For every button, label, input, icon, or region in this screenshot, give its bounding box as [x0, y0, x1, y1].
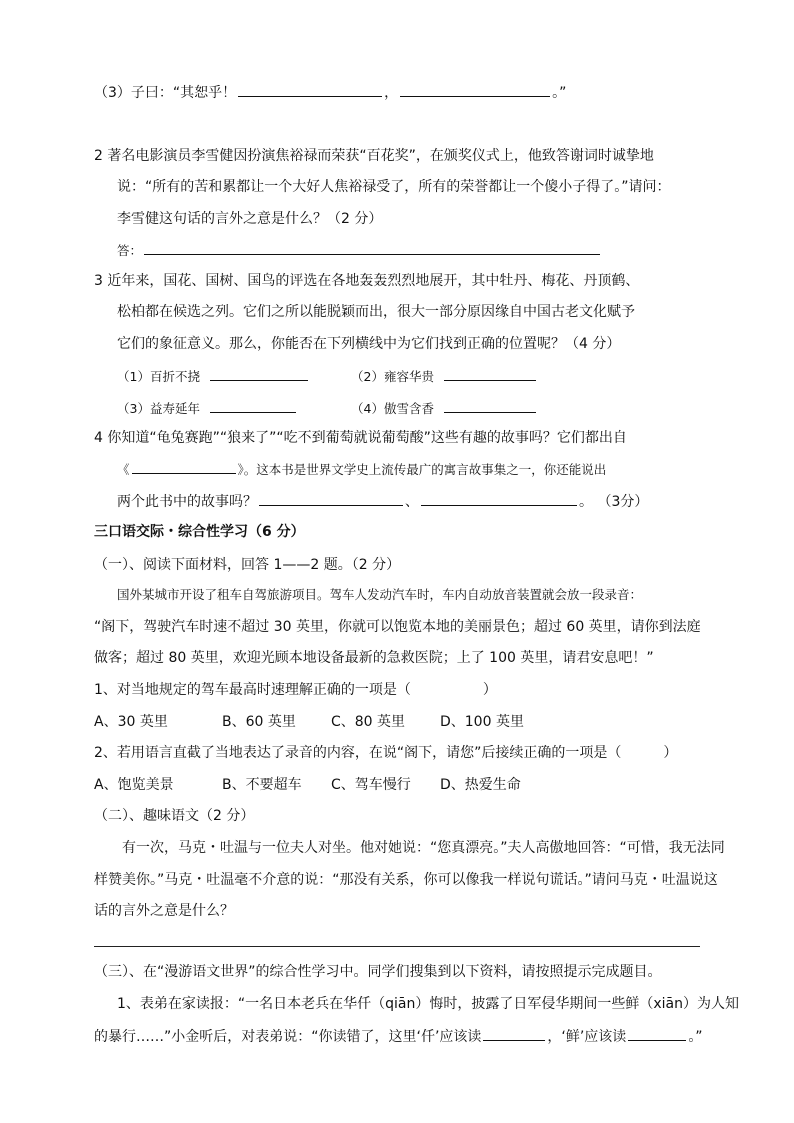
- story-text: 话的言外之意是什么？: [94, 903, 234, 919]
- answer-blank[interactable]: [400, 82, 550, 97]
- answer-blank[interactable]: [483, 1026, 545, 1041]
- option-label: （1）百折不挠: [117, 369, 200, 384]
- material-text: “阁下，驾驶汽车时速不超过 30 英里，你就可以饱览本地的美丽景色；超过 60 英里，请你到法庭: [94, 619, 701, 635]
- answer-blank[interactable]: [628, 1026, 686, 1041]
- story-text: 有一次，马克・吐温与一位夫人对坐。他对她说：“您真漂亮。”夫人高傲地回答：“可惜，我无法同: [122, 840, 725, 856]
- option-item: A、饱览美景: [94, 777, 174, 793]
- option-item: A、30 英里: [94, 714, 168, 730]
- question-line: 1、表弟在家读报：“一名日本老兵在华仟（qiān）悔时，披露了日军侵华期间一些鲜（xiān）为人知: [117, 996, 740, 1012]
- question-line: 李雪健这句话的言外之意是什么？（2 分）: [117, 211, 383, 227]
- question-line: 说：“所有的苦和累都让一个大好人焦裕禄受了，所有的荣誉都让一个傻小子得了。”请问：: [117, 179, 671, 195]
- answer-blank[interactable]: [421, 491, 577, 506]
- option-item: [351, 398, 538, 419]
- answer-rule[interactable]: [94, 946, 700, 947]
- material-text: 国外某城市开设了租车自驾旅游项目。驾车人发动汽车时，车内自动放音装置就会放一段录音：: [117, 587, 643, 602]
- answer-blank[interactable]: [259, 491, 403, 506]
- part-heading: （二）、趣味语文（2 分）: [94, 808, 255, 824]
- material-text: 做客；超过 80 英里，欢迎光顾本地设备最新的急救医院；上了 100 英里，请君安息吧！”: [94, 650, 654, 666]
- answer-blank[interactable]: [444, 398, 536, 413]
- option-item: D、热爱生命: [440, 777, 521, 793]
- question-text: 。 （3分）: [579, 494, 649, 510]
- question-text: 。”: [552, 85, 567, 101]
- question-text: 。这本书是世界文学史上流传最广的寓言故事集之一，你还能说出: [243, 462, 607, 477]
- question-line: [117, 459, 606, 480]
- option-item: D、100 英里: [440, 714, 524, 730]
- question-line: 2 著名电影演员李雪健因扮演焦裕禄而荣获“百花奖”，在颁奖仪式上，他致答谢词时诚挚地: [94, 148, 654, 164]
- option-item: [117, 366, 310, 387]
- story-text: 样赞美你。”马克・吐温毫不介意的说：“那没有关系，你可以像我一样说句谎话。”请问马克・吐温说这: [94, 872, 718, 888]
- question-line: [94, 743, 677, 763]
- answer-blank[interactable]: [210, 398, 296, 413]
- book-bracket-open: 《: [117, 462, 130, 477]
- question-text: 的暴行……”小金听后，对表弟说：“你读错了，这里‘仟’应该读: [94, 1029, 482, 1045]
- answer-blank[interactable]: [238, 82, 382, 97]
- section-title: 三口语交际・综合性学习（6 分）: [94, 524, 305, 540]
- answer-blank[interactable]: [144, 240, 600, 255]
- question-line: 松柏都在候选之列。它们之所以能脱颖而出，很大一部分原因缘自中国古老文化赋予: [117, 304, 635, 320]
- book-bracket-close: 》: [237, 462, 244, 477]
- answer-blank[interactable]: [210, 366, 308, 381]
- answer-label: 答：: [117, 243, 143, 258]
- part-heading: （三）、在“漫游语文世界”的综合性学习中。同学们搜集到以下资料，请按照提示完成题目。: [94, 964, 662, 980]
- question-text: ）: [663, 745, 678, 761]
- question-line: 3 近年来，国花、国树、国鸟的评选在各地轰轰烈烈地展开，其中牡丹、梅花、丹顶鹤、: [94, 273, 640, 289]
- option-item: B、60 英里: [222, 714, 296, 730]
- question-text: ）: [482, 682, 497, 698]
- option-label: （3）益寿延年: [117, 401, 200, 416]
- question-text: （3）子曰：“其恕乎！: [94, 85, 237, 101]
- option-label: （2）雍容华贵: [351, 369, 434, 384]
- question-line: [94, 82, 566, 103]
- question-text: ，‘鲜’应该读: [547, 1029, 627, 1045]
- question-text: 两个此书中的故事吗？: [117, 494, 257, 510]
- option-item: C、驾车慢行: [331, 777, 411, 793]
- answer-blank[interactable]: [444, 366, 536, 381]
- option-item: [117, 398, 298, 419]
- question-text: 2、若用语言直截了当地表达了录音的内容，在说“阁下，请您”后接续正确的一项是（: [94, 745, 622, 761]
- question-text: 、: [405, 494, 419, 510]
- option-label: （4）傲雪含香: [351, 401, 434, 416]
- question-line: 它们的象征意义。那么，你能否在下列横线中为它们找到正确的位置呢？（4 分）: [117, 336, 621, 352]
- question-line: [94, 1026, 703, 1047]
- part-heading: （一）、阅读下面材料，回答 1——2 题。（2 分）: [94, 557, 401, 573]
- option-item: [351, 366, 538, 387]
- question-line: 4 你知道“龟兔赛跑”“狼来了”“吃不到葡萄就说葡萄酸”这些有趣的故事吗？它们都出自: [94, 430, 627, 446]
- question-text: ，: [384, 85, 399, 101]
- question-text: 1、对当地规定的驾车最高时速理解正确的一项是（: [94, 682, 411, 698]
- option-item: C、80 英里: [331, 714, 406, 730]
- question-text: 。”: [688, 1029, 703, 1045]
- answer-blank[interactable]: [132, 459, 236, 474]
- question-line: [94, 680, 497, 700]
- answer-line: [117, 240, 602, 261]
- question-line: [117, 491, 648, 512]
- option-item: B、不要超车: [222, 777, 302, 793]
